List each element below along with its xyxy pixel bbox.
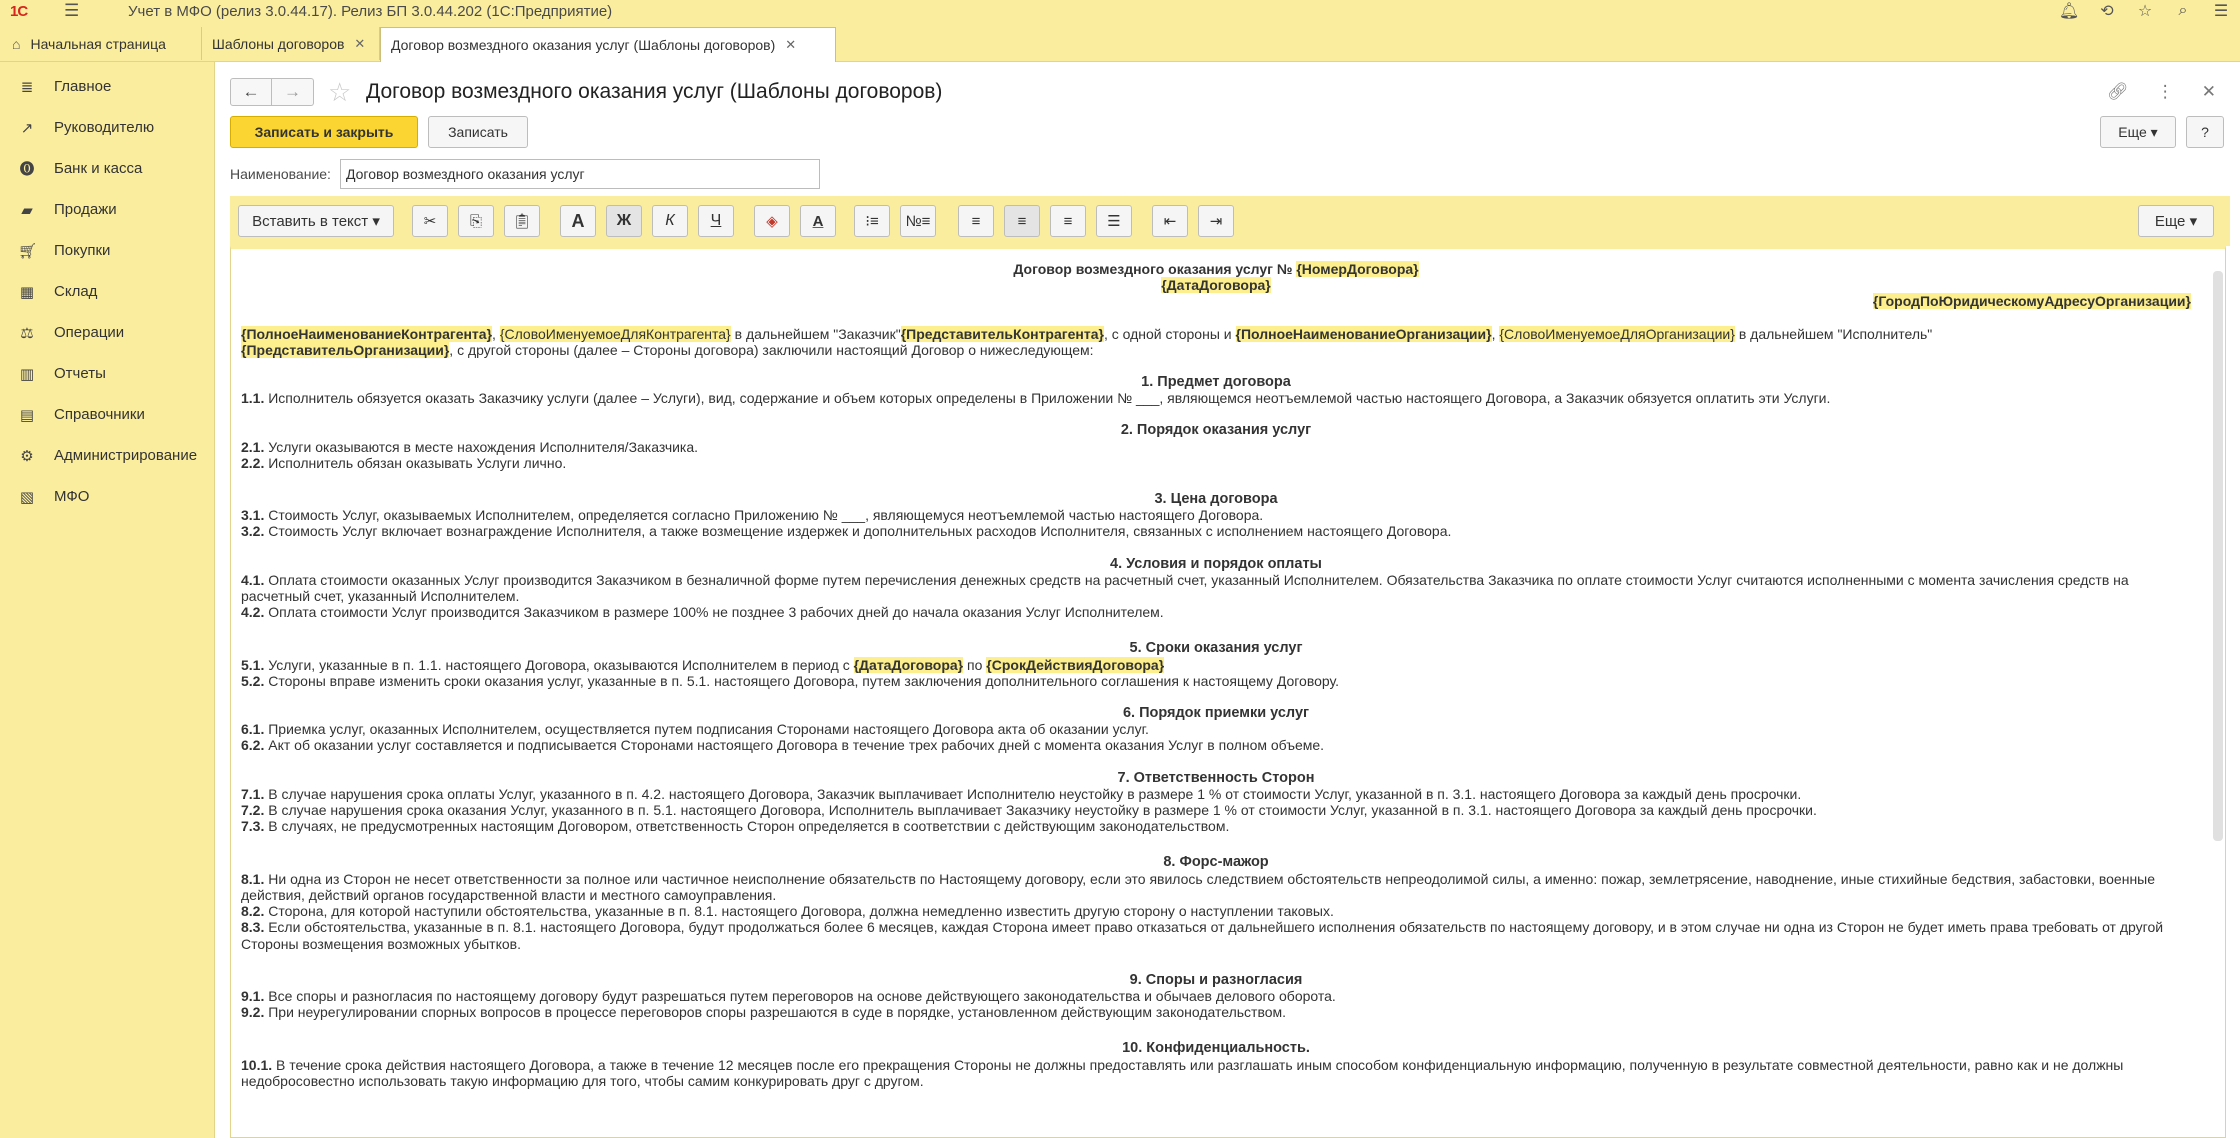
chart-line-icon: ↗ bbox=[20, 119, 34, 137]
insert-field-dropdown[interactable]: Вставить в текст ▾ bbox=[238, 205, 394, 237]
tab-contract-templates[interactable] bbox=[202, 27, 380, 60]
sidebar-item-operations[interactable]: ⚖ Операции bbox=[0, 312, 214, 353]
warehouse-icon: ▦ bbox=[19, 283, 35, 301]
cut-icon[interactable]: ✂ bbox=[412, 205, 448, 237]
field-city: {ГородПоЮридическомуАдресуОрганизации} bbox=[1872, 293, 2191, 310]
gear-icon: ⚙ bbox=[20, 447, 34, 465]
section-heading: 8. Форс-мажор bbox=[1163, 854, 1269, 871]
forward-button[interactable]: → bbox=[272, 78, 314, 106]
bullet-list-icon[interactable]: ⁝≡ bbox=[854, 205, 890, 237]
main-area bbox=[216, 62, 2240, 1138]
sidebar-item-manager[interactable]: ↗ Руководителю bbox=[0, 107, 214, 148]
align-center-icon[interactable]: ≡ bbox=[1004, 205, 1040, 237]
italic-button[interactable]: К bbox=[652, 205, 688, 237]
section-heading: 9. Споры и разногласия bbox=[1129, 971, 1303, 988]
copy-icon[interactable]: ⎘ bbox=[458, 205, 494, 237]
sidebar-item-reports[interactable]: ▥ Отчеты bbox=[19, 365, 106, 383]
field-contract-number: {НомерДоговора} bbox=[1296, 261, 1419, 277]
help-button[interactable]: ? bbox=[2186, 116, 2224, 148]
text-color-icon[interactable]: A bbox=[800, 205, 836, 237]
align-right-icon[interactable]: ≡ bbox=[1050, 205, 1086, 237]
cart-icon: 🛒︎ bbox=[18, 242, 38, 260]
vertical-scrollbar[interactable] bbox=[2213, 271, 2223, 841]
home-icon: ⌂ bbox=[12, 35, 21, 52]
page-title: Договор возмездного оказания услуг (Шаблоны договоров) bbox=[366, 80, 943, 103]
underline-button[interactable]: Ч bbox=[698, 205, 734, 237]
app-logo: 1С bbox=[10, 2, 28, 20]
section-heading: 4. Условия и порядок оплаты bbox=[1110, 555, 1322, 572]
sidebar-item-catalogs[interactable]: ▤ Справочники bbox=[19, 406, 145, 424]
document-editor[interactable] bbox=[230, 246, 2226, 1138]
align-justify-icon[interactable]: ☰ bbox=[1096, 205, 1132, 237]
field-contract-date: {ДатаДоговора} bbox=[1161, 277, 1271, 294]
document-icon: ▧ bbox=[19, 488, 35, 506]
bell-icon[interactable]: 🔔︎ bbox=[2058, 3, 2080, 20]
system-menu-icon[interactable]: ☰ bbox=[2213, 3, 2229, 20]
bar-chart-icon: ▥ bbox=[19, 365, 35, 383]
book-icon: ▤ bbox=[19, 406, 35, 424]
sidebar-item-sales[interactable]: ▰ Продажи bbox=[0, 189, 214, 230]
tab-label: Договор возмездного оказания услуг (Шаблоны договоров) bbox=[391, 37, 776, 53]
sidebar-item-admin[interactable]: ⚙ Администрирование bbox=[0, 435, 214, 476]
section-heading: 1. Предмет договора bbox=[1141, 374, 1291, 391]
doc-intro: {ПолноеНаименованиеКонтрагента}, {СловоИменуемоеДляКонтрагента} в дальнейшем "Заказчик"{ПредставительКонтрагента}, с одной стороны и {ПолноеНаименованиеОрганизации}, {СловоИменуемоеДляОрганизации} в дальнейшем "Исполнитель" {ПредставительОрганизации}, с другой стороны (далее – Стороны договора) заключили настоящий Договор о нижеследующем: bbox=[241, 325, 1933, 358]
section-heading: 5. Сроки оказания услуг bbox=[1129, 640, 1303, 657]
save-close-button[interactable]: Записать и закрыть bbox=[230, 116, 418, 148]
link-icon[interactable]: 🔗︎ bbox=[2107, 82, 2129, 101]
sidebar-item-purchases[interactable]: 🛒︎ Покупки bbox=[18, 242, 111, 260]
tab-home[interactable] bbox=[0, 27, 202, 60]
section-heading: 3. Цена договора bbox=[1154, 491, 1278, 508]
doc-title-line: Договор возмездного оказания услуг № {НомерДоговора} bbox=[1013, 261, 1419, 277]
indent-decrease-icon[interactable]: ⇤ bbox=[1152, 205, 1188, 237]
document-body: Договор возмездного оказания услуг № {НомерДоговора} {ДатаДоговора} {ГородПоЮридическомуАдресуОрганизации} {ПолноеНаименованиеКонтрагента}, {СловоИменуемоеДляКонтрагента} в дальнейшем "Заказчик"{ПредставительКонтрагента}, с одной стороны и {ПолноеНаименованиеОрганизации}, {СловоИменуемоеДляОрганизации} в дальнейшем "Исполнитель" {ПредставительОрганизации}, с другой стороны (далее – Стороны договора) заключили настоящий Договор о нижеследующем: 1. Предмет договора 1.1. Исполнитель обязуется оказать Заказчику услуги (далее – Услуги), вид, содержание и объем которых определены в Приложении № ___, являющемся неотъемлемой частью настоящего Договора, а Заказчик обязуется оплатить эти Услуги. 2. Порядок оказания услуг 2.1. Услуги оказываются в месте нахождения Исполнителя/Заказчика. 2.2. Исполнитель обязан оказывать Услуги лично. 3. Цена договора 3.1. Стоимость Услуг, оказываемых Исполнителем, определяется согласно Приложению № ___, являющемуся неотъемлемой частью настоящего Договора. 3.2. Стоимость Услуг включает вознаграждение Исполнителя, а также возмещение издержек и дополнительных расходов Исполнителя, связанных с исполнением настоящего Договора. 4. Условия и порядок оплаты 4.1. Оплата стоимости оказанных Услуг производится Заказчиком в безналичной форме путем перечисления денежных средств на расчетный счет, указанный Исполнителем. Обязательства Заказчика по оплате стоимости Услуг считаются исполненными с момента зачисления средств на расчетный счет, указанный Исполнителем. 4.2. Оплата стоимости Услуг производится Заказчиком в размере 100% не позднее 3 рабочих дней до начала оказания Услуг Исполнителем. 5. Сроки оказания услуг 5.1. Услуги, указанные в п. 1.1. настоящего Договора, оказываются Исполнителем в период с {ДатаДоговора} по {СрокДействияДоговора} 5.2. Стороны вправе изменить сроки оказания услуг, указанные в п. 5.1. настоящего Договора, путем заключения дополнительного соглашения к настоящему Договору. 6. Порядок приемки услуг 6.1. Приемка услуг, оказанных Исполнителем, осуществляется путем подписания Сторонами настоящего Договора акта об оказании услуг. 6.2. Акт об оказании услуг составляется и подписывается Сторонами настоящего Договора в течение трех рабочих дней с момента оказания Услуг в полном объеме. 7. Ответственность Сторон 7.1. В случае нарушения срока оплаты Услуг, указанного в п. 4.2. настоящего Договора, Заказчик выплачивает Исполнителю неустойку в размере 1 % от стоимости Услуг, указанной в п. 3.1. настоящего Договора за каждый день просрочки. 7.2. В случае нарушения срока оказания Услуг, указанного в п. 5.1. настоящего Договора, Исполнитель выплачивает Заказчику неустойку в размере 1 % от стоимости Услуг, указанной в п. 3.1. настоящего Договора за каждый день просрочки. 7.3. В случаях, не предусмотренных настоящим Договором, ответственность Сторон определяется в соответствии с действующим законодательством. 8. Форс-мажор 8.1. Ни одна из Сторон не несет ответственности за полное или частичное неисполнение обязательств по Настоящему договору, если это явилось следствием обстоятельств непреодолимой силы, а именно: пожар, землетрясение, наводнение, иные стихийные бедствия, забастовки, военные действия, действий органов государственной власти и местного самоуправления. 8.2. Сторона, для которой наступили обстоятельства, указанные в п. 8.1. настоящего Договора, должна немедленно известить другую сторону о наступлении таковых. 8.3. Если обстоятельства, указанные в п. 8.1. настоящего Договора, будут продолжаться более 6 месяцев, каждая Сторона имеет право отказаться от дальнейшего исполнения обязательств по настоящему договору, и в этом случае ни одна из Сторон не будет иметь права требовать от другой Стороны возмещения возможных убытков. 9. Споры и разногласия 9.1. Все споры и разногласия по настоящему договору будут разрешаться путем переговоров на основе действующего законодательства и обычаев делового оборота. 9.2. При неурегулировании спорных вопросов в процессе переговоров споры разрешаются в суде в порядке, установленном действующим законодательством. 10. Конфиденциальность. 10.1. В течение срока действия настоящего Договора, а также в течение 12 месяцев после его прекращения Стороны не должны предоставлять или разглашать иным способом конфиденциальную информацию, полученную в результате совместной деятельности, равно как и не должны недобросовестно использовать такую информацию для того, чтобы самим конкурировать друг с другом. bbox=[241, 261, 2191, 1089]
operations-icon: ⚖ bbox=[20, 324, 34, 342]
sidebar bbox=[0, 62, 215, 1138]
tab-bar bbox=[0, 22, 2240, 62]
section-heading: 2. Порядок оказания услуг bbox=[1120, 422, 1312, 439]
section-heading: 7. Ответственность Сторон bbox=[1117, 769, 1315, 786]
save-button[interactable]: Записать bbox=[428, 116, 528, 148]
toolbar-more-button[interactable]: Еще ▾ bbox=[2138, 205, 2214, 237]
tab-label: Шаблоны договоров bbox=[212, 35, 345, 52]
name-label: Наименование: bbox=[230, 166, 331, 182]
editor-toolbar bbox=[230, 196, 2230, 246]
main-menu-icon[interactable]: ☰ bbox=[64, 1, 80, 20]
more-vert-icon[interactable]: ⋮ bbox=[2156, 82, 2174, 101]
paste-icon[interactable]: 📋︎ bbox=[504, 205, 540, 237]
back-button[interactable]: ← bbox=[230, 78, 272, 106]
numbered-list-icon[interactable]: №≡ bbox=[900, 205, 936, 237]
favorite-star-icon[interactable]: ☆ bbox=[328, 76, 352, 107]
list-icon: ≣ bbox=[20, 78, 34, 96]
sidebar-item-warehouse[interactable]: ▦ Склад bbox=[19, 283, 98, 301]
close-icon[interactable]: ✕ bbox=[354, 35, 366, 51]
align-left-icon[interactable]: ≡ bbox=[958, 205, 994, 237]
tab-contract-form[interactable] bbox=[380, 27, 836, 62]
sidebar-item-main[interactable]: ≣ Главное bbox=[0, 66, 214, 107]
coins-icon: ⓿ bbox=[19, 161, 35, 178]
history-icon[interactable]: ⟲ bbox=[2100, 3, 2114, 20]
bag-icon: ▰ bbox=[21, 201, 33, 219]
sidebar-item-bank[interactable]: ⓿ Банк и касса bbox=[19, 160, 143, 178]
name-input[interactable] bbox=[340, 159, 820, 189]
indent-increase-icon[interactable]: ⇥ bbox=[1198, 205, 1234, 237]
title-bar bbox=[0, 0, 2240, 22]
highlight-color-icon[interactable]: ◈ bbox=[754, 205, 790, 237]
tab-label: Начальная страница bbox=[30, 35, 166, 52]
favorites-star-icon[interactable]: ☆ bbox=[2137, 3, 2153, 20]
close-icon[interactable]: ✕ bbox=[2201, 82, 2216, 101]
font-icon[interactable]: A bbox=[560, 205, 596, 237]
app-title: Учет в МФО (релиз 3.0.44.17). Релиз БП 3.0.44.202 (1С:Предприятие) bbox=[128, 2, 613, 20]
section-heading: 6. Порядок приемки услуг bbox=[1122, 705, 1310, 722]
section-heading: 10. Конфиденциальность. bbox=[1122, 1040, 1310, 1057]
sidebar-item-mfo[interactable]: ▧ МФО bbox=[19, 488, 90, 506]
close-icon[interactable]: ✕ bbox=[785, 37, 797, 52]
more-button[interactable]: Еще ▾ bbox=[2100, 116, 2176, 148]
search-icon[interactable]: ⌕ bbox=[2178, 2, 2188, 19]
bold-button[interactable]: Ж bbox=[606, 205, 642, 237]
